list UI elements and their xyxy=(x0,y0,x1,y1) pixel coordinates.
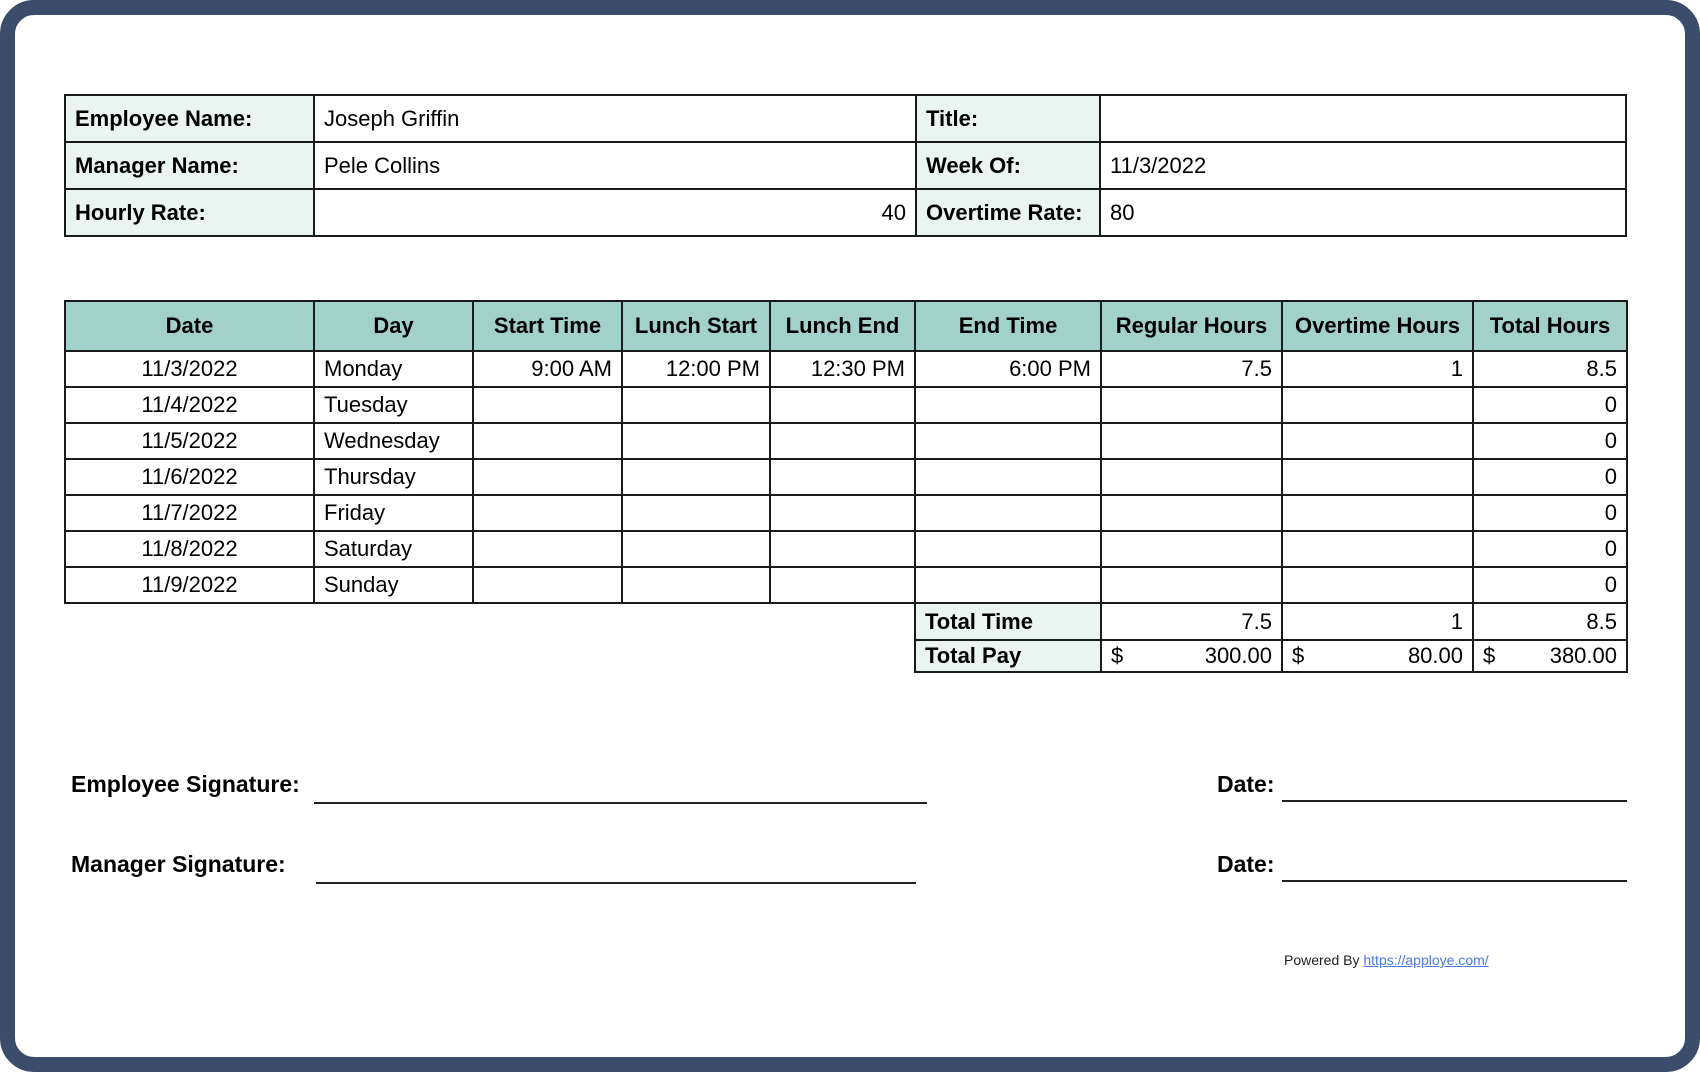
employee-signature-label: Employee Signature: xyxy=(71,771,300,797)
timesheet-table xyxy=(64,300,1628,673)
manager-name-value: Pele Collins xyxy=(314,142,916,189)
cell-start-time: 9:00 AM xyxy=(473,351,622,387)
total-time-overtime: 1 xyxy=(1282,603,1473,640)
cell-total-hours: 0 xyxy=(1473,459,1627,495)
cell-date: 11/9/2022 xyxy=(65,567,314,603)
total-pay-amount: 380.00 xyxy=(1549,643,1617,668)
employee-info-table xyxy=(64,94,1627,237)
cell-regular-hours xyxy=(1101,387,1282,423)
overtime-rate-value: 80 xyxy=(1100,189,1626,236)
cell-start-time xyxy=(473,387,622,423)
spacer-cell xyxy=(65,640,915,672)
cell-total-hours: 0 xyxy=(1473,567,1627,603)
table-row xyxy=(65,387,1627,423)
cell-date: 11/7/2022 xyxy=(65,495,314,531)
cell-start-time xyxy=(473,459,622,495)
cell-regular-hours xyxy=(1101,531,1282,567)
apploye-link[interactable]: https://apploye.com/ xyxy=(1363,952,1489,968)
currency-symbol: $ xyxy=(1292,643,1305,668)
col-header-day: Day xyxy=(314,301,473,351)
cell-day: Wednesday xyxy=(314,423,473,459)
week-of-label: Week Of: xyxy=(916,142,1100,189)
hourly-rate-label: Hourly Rate: xyxy=(65,189,314,236)
overtime-rate-label: Overtime Rate: xyxy=(916,189,1100,236)
cell-end-time xyxy=(915,459,1101,495)
cell-lunch-end xyxy=(770,531,915,567)
cell-start-time xyxy=(473,423,622,459)
cell-end-time xyxy=(915,495,1101,531)
total-pay-overtime xyxy=(1282,640,1473,672)
table-row xyxy=(65,531,1627,567)
col-header-lunch-end: Lunch End xyxy=(770,301,915,351)
powered-by-text: Powered By xyxy=(1284,952,1360,968)
employee-date-line xyxy=(1282,800,1627,802)
cell-date: 11/5/2022 xyxy=(65,423,314,459)
cell-total-hours: 0 xyxy=(1473,531,1627,567)
footer xyxy=(1284,952,1489,968)
info-row-3 xyxy=(65,189,1626,236)
cell-total-hours: 0 xyxy=(1473,495,1627,531)
total-pay-regular xyxy=(1101,640,1282,672)
cell-regular-hours xyxy=(1101,459,1282,495)
total-time-total: 8.5 xyxy=(1473,603,1627,640)
cell-start-time xyxy=(473,495,622,531)
cell-date: 11/6/2022 xyxy=(65,459,314,495)
col-header-regular-hours: Regular Hours xyxy=(1101,301,1282,351)
spacer-cell xyxy=(65,603,915,640)
cell-lunch-end xyxy=(770,459,915,495)
cell-regular-hours xyxy=(1101,423,1282,459)
cell-start-time xyxy=(473,567,622,603)
cell-day: Saturday xyxy=(314,531,473,567)
manager-signature-label: Manager Signature: xyxy=(71,851,286,877)
cell-overtime-hours: 1 xyxy=(1282,351,1473,387)
table-row xyxy=(65,423,1627,459)
cell-overtime-hours xyxy=(1282,567,1473,603)
cell-end-time xyxy=(915,423,1101,459)
manager-date-line xyxy=(1282,880,1627,882)
col-header-start-time: Start Time xyxy=(473,301,622,351)
cell-lunch-start xyxy=(622,387,770,423)
col-header-lunch-start: Lunch Start xyxy=(622,301,770,351)
manager-date-label: Date: xyxy=(1217,851,1275,877)
total-pay-label: Total Pay xyxy=(915,640,1101,672)
cell-overtime-hours xyxy=(1282,387,1473,423)
employee-date-label: Date: xyxy=(1217,771,1275,797)
info-row-1 xyxy=(65,95,1626,142)
cell-end-time xyxy=(915,567,1101,603)
cell-lunch-end: 12:30 PM xyxy=(770,351,915,387)
total-pay-total xyxy=(1473,640,1627,672)
cell-regular-hours xyxy=(1101,567,1282,603)
cell-lunch-start xyxy=(622,423,770,459)
cell-overtime-hours xyxy=(1282,495,1473,531)
cell-start-time xyxy=(473,531,622,567)
col-header-overtime-hours: Overtime Hours xyxy=(1282,301,1473,351)
week-of-value: 11/3/2022 xyxy=(1100,142,1626,189)
employee-name-value: Joseph Griffin xyxy=(314,95,916,142)
col-header-date: Date xyxy=(65,301,314,351)
cell-day: Friday xyxy=(314,495,473,531)
cell-date: 11/8/2022 xyxy=(65,531,314,567)
title-value xyxy=(1100,95,1626,142)
cell-day: Thursday xyxy=(314,459,473,495)
col-header-total-hours: Total Hours xyxy=(1473,301,1627,351)
cell-lunch-end xyxy=(770,423,915,459)
table-row xyxy=(65,567,1627,603)
col-header-end-time: End Time xyxy=(915,301,1101,351)
table-row xyxy=(65,459,1627,495)
cell-day: Sunday xyxy=(314,567,473,603)
cell-overtime-hours xyxy=(1282,459,1473,495)
manager-signature-line xyxy=(316,882,916,884)
cell-end-time xyxy=(915,531,1101,567)
cell-lunch-start xyxy=(622,531,770,567)
cell-end-time xyxy=(915,387,1101,423)
table-row xyxy=(65,351,1627,387)
employee-signature-line xyxy=(314,802,927,804)
cell-day: Tuesday xyxy=(314,387,473,423)
overtime-pay-amount: 80.00 xyxy=(1407,643,1463,668)
cell-date: 11/4/2022 xyxy=(65,387,314,423)
header-row xyxy=(65,301,1627,351)
info-row-2 xyxy=(65,142,1626,189)
cell-total-hours: 0 xyxy=(1473,423,1627,459)
title-label: Title: xyxy=(916,95,1100,142)
hourly-rate-value: 40 xyxy=(314,189,916,236)
currency-symbol: $ xyxy=(1111,643,1124,668)
cell-total-hours: 8.5 xyxy=(1473,351,1627,387)
total-pay-row xyxy=(65,640,1627,672)
cell-lunch-start xyxy=(622,567,770,603)
cell-day: Monday xyxy=(314,351,473,387)
cell-lunch-end xyxy=(770,387,915,423)
cell-overtime-hours xyxy=(1282,531,1473,567)
cell-total-hours: 0 xyxy=(1473,387,1627,423)
cell-lunch-start: 12:00 PM xyxy=(622,351,770,387)
cell-lunch-start xyxy=(622,495,770,531)
cell-lunch-start xyxy=(622,459,770,495)
cell-end-time: 6:00 PM xyxy=(915,351,1101,387)
currency-symbol: $ xyxy=(1483,643,1496,668)
total-time-regular: 7.5 xyxy=(1101,603,1282,640)
cell-regular-hours: 7.5 xyxy=(1101,351,1282,387)
cell-date: 11/3/2022 xyxy=(65,351,314,387)
regular-pay-amount: 300.00 xyxy=(1204,643,1272,668)
cell-lunch-end xyxy=(770,495,915,531)
employee-name-label: Employee Name: xyxy=(65,95,314,142)
cell-overtime-hours xyxy=(1282,423,1473,459)
cell-regular-hours xyxy=(1101,495,1282,531)
table-row xyxy=(65,495,1627,531)
total-time-label: Total Time xyxy=(915,603,1101,640)
cell-lunch-end xyxy=(770,567,915,603)
manager-name-label: Manager Name: xyxy=(65,142,314,189)
total-time-row xyxy=(65,603,1627,640)
